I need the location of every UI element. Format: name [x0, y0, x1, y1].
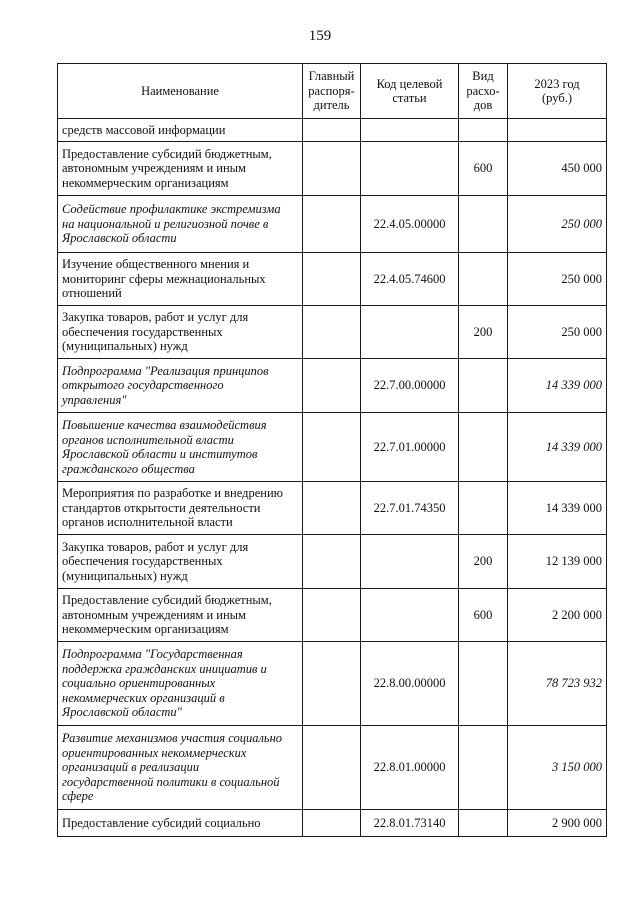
cell-code: 22.7.01.00000 [361, 413, 459, 482]
table-row [58, 535, 607, 589]
cell-kind: 600 [459, 142, 508, 196]
table-row [58, 413, 607, 482]
cell-kind [459, 810, 508, 837]
cell-name: Повышение качества взаимодействия органов исполнительной власти Ярославской области и институтов гражданского общества [58, 413, 303, 482]
cell-kind: 200 [459, 306, 508, 359]
cell-name: Мероприятия по разработке и внедрению стандартов открытости деятельности органов исполнительной власти [58, 482, 303, 535]
cell-kind: 600 [459, 589, 508, 642]
cell-kind [459, 359, 508, 413]
header-amount: 2023 год (руб.) [508, 64, 607, 119]
cell-code [361, 119, 459, 142]
header-row [58, 64, 607, 119]
cell-kind [459, 413, 508, 482]
cell-kind [459, 119, 508, 142]
cell-name: средств массовой информации [58, 119, 303, 142]
cell-kind [459, 482, 508, 535]
table-row [58, 119, 607, 142]
table-row [58, 482, 607, 535]
cell-administrator [303, 253, 361, 306]
cell-amount: 250 000 [508, 306, 607, 359]
cell-code [361, 306, 459, 359]
cell-name: Закупка товаров, работ и услуг для обеспечения государственных (муниципальных) нужд [58, 535, 303, 589]
cell-amount: 14 339 000 [508, 413, 607, 482]
cell-name: Подпрограмма "Реализация принципов открытого государственного управления" [58, 359, 303, 413]
cell-amount: 450 000 [508, 142, 607, 196]
cell-code: 22.4.05.74600 [361, 253, 459, 306]
cell-administrator [303, 142, 361, 196]
cell-administrator [303, 535, 361, 589]
cell-name: Развитие механизмов участия социально ориентированных некоммерческих организаций в реализации государственной политики в социальной сфере [58, 726, 303, 810]
cell-amount: 14 339 000 [508, 359, 607, 413]
cell-amount: 250 000 [508, 253, 607, 306]
cell-name: Подпрограмма "Государственная поддержка гражданских инициатив и социально ориентированных некоммерческих организаций в Ярославской области" [58, 642, 303, 726]
cell-amount [508, 119, 607, 142]
cell-name: Предоставление субсидий бюджетным, автономным учреждениям и иным некоммерческим организациям [58, 142, 303, 196]
table-row [58, 359, 607, 413]
header-name: Наименование [58, 64, 303, 119]
cell-code [361, 589, 459, 642]
cell-name: Содействие профилактике экстремизма на национальной и религиозной почве в Ярославской области [58, 196, 303, 253]
cell-administrator [303, 306, 361, 359]
cell-administrator [303, 196, 361, 253]
table-row [58, 306, 607, 359]
header-administrator: Главный распоря- дитель [303, 64, 361, 119]
cell-code [361, 142, 459, 196]
cell-name: Предоставление субсидий социально [58, 810, 303, 837]
table-row [58, 726, 607, 810]
cell-administrator [303, 482, 361, 535]
cell-kind [459, 726, 508, 810]
budget-table [57, 63, 607, 837]
table-row [58, 253, 607, 306]
table-header [58, 64, 607, 119]
cell-amount: 12 139 000 [508, 535, 607, 589]
cell-administrator [303, 589, 361, 642]
cell-name: Изучение общественного мнения и мониторинг сферы межнациональных отношений [58, 253, 303, 306]
cell-kind [459, 196, 508, 253]
table-row [58, 142, 607, 196]
cell-name: Предоставление субсидий бюджетным, автономным учреждениям и иным некоммерческим организациям [58, 589, 303, 642]
cell-amount: 2 200 000 [508, 589, 607, 642]
cell-code: 22.8.01.00000 [361, 726, 459, 810]
page-number: 159 [308, 28, 332, 44]
cell-administrator [303, 119, 361, 142]
cell-code [361, 535, 459, 589]
header-kind: Вид расхо- дов [459, 64, 508, 119]
cell-administrator [303, 810, 361, 837]
cell-code: 22.8.00.00000 [361, 642, 459, 726]
cell-administrator [303, 726, 361, 810]
cell-administrator [303, 359, 361, 413]
table-body [58, 119, 607, 837]
cell-code: 22.7.01.74350 [361, 482, 459, 535]
cell-amount: 250 000 [508, 196, 607, 253]
cell-amount: 3 150 000 [508, 726, 607, 810]
cell-code: 22.8.01.73140 [361, 810, 459, 837]
header-code: Код целевой статьи [361, 64, 459, 119]
cell-amount: 14 339 000 [508, 482, 607, 535]
table-row [58, 589, 607, 642]
cell-amount: 78 723 932 [508, 642, 607, 726]
cell-kind: 200 [459, 535, 508, 589]
cell-kind [459, 642, 508, 726]
cell-name: Закупка товаров, работ и услуг для обеспечения государственных (муниципальных) нужд [58, 306, 303, 359]
cell-amount: 2 900 000 [508, 810, 607, 837]
table-row [58, 196, 607, 253]
table-row [58, 642, 607, 726]
cell-administrator [303, 413, 361, 482]
cell-code: 22.7.00.00000 [361, 359, 459, 413]
cell-kind [459, 253, 508, 306]
table-row [58, 810, 607, 837]
cell-administrator [303, 642, 361, 726]
cell-code: 22.4.05.00000 [361, 196, 459, 253]
